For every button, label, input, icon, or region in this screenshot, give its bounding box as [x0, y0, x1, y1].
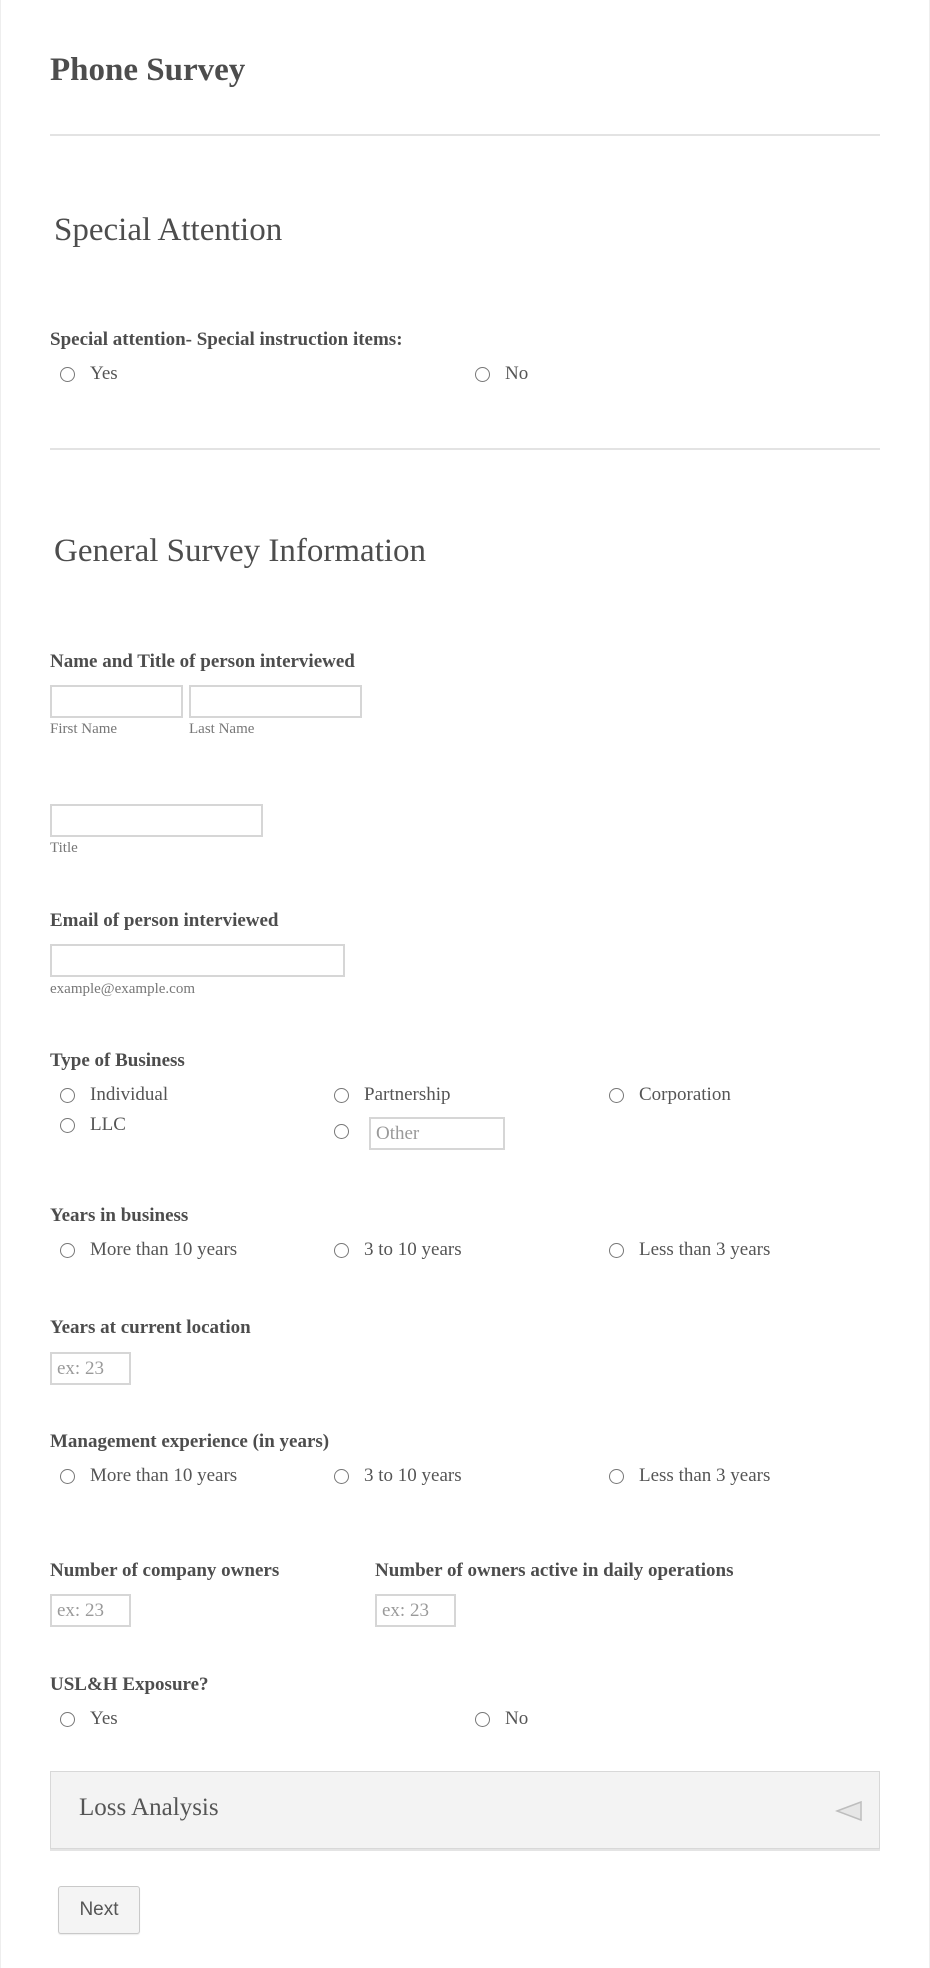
radio-circle[interactable] — [609, 1243, 624, 1258]
loss-analysis-collapse-bar[interactable] — [50, 1771, 880, 1849]
radio-label: Partnership — [364, 1084, 451, 1105]
radio-option-years-less-3[interactable] — [609, 1239, 770, 1261]
radio-label: No — [505, 1708, 529, 1729]
owners-input[interactable] — [50, 1594, 131, 1627]
radio-option-uslh-yes[interactable] — [60, 1708, 118, 1730]
radio-option-mgmt-more-10[interactable] — [60, 1465, 237, 1487]
radio-circle[interactable] — [475, 1712, 490, 1727]
title-sublabel: Title — [50, 840, 78, 856]
radio-circle[interactable] — [334, 1243, 349, 1258]
radio-option-other[interactable] — [334, 1124, 364, 1139]
name-title-label: Name and Title of person interviewed — [50, 651, 355, 672]
radio-label: Corporation — [639, 1084, 731, 1105]
radio-circle[interactable] — [60, 1243, 75, 1258]
active-owners-label: Number of owners active in daily operations — [375, 1560, 734, 1581]
radio-circle[interactable] — [475, 367, 490, 382]
radio-option-years-more-10[interactable] — [60, 1239, 237, 1261]
first-name-sublabel: First Name — [50, 721, 118, 737]
years-location-label: Years at current location — [50, 1317, 251, 1338]
next-button[interactable]: Next — [58, 1886, 140, 1934]
active-owners-input[interactable] — [375, 1594, 456, 1627]
last-name-input[interactable] — [189, 685, 362, 718]
radio-circle[interactable] — [609, 1088, 624, 1103]
email-input[interactable] — [50, 944, 345, 977]
radio-option-corporation[interactable] — [609, 1084, 731, 1106]
years-in-business-label: Years in business — [50, 1205, 189, 1226]
owners-label: Number of company owners — [50, 1560, 280, 1581]
radio-circle[interactable] — [334, 1124, 349, 1139]
radio-option-llc[interactable] — [60, 1114, 126, 1136]
radio-label: Individual — [90, 1084, 169, 1105]
first-name-input[interactable] — [50, 685, 183, 718]
radio-circle[interactable] — [60, 1469, 75, 1484]
loss-analysis-title: Loss Analysis — [79, 1794, 219, 1821]
special-attention-question: Special attention- Special instruction items: — [50, 329, 403, 350]
form-title: Phone Survey — [50, 52, 246, 88]
radio-option-mgmt-3-10[interactable] — [334, 1465, 462, 1487]
header-divider — [50, 134, 880, 136]
radio-label: 3 to 10 years — [364, 1465, 462, 1486]
email-sublabel: example@example.com — [50, 981, 196, 997]
radio-label: Yes — [90, 363, 118, 384]
other-business-input[interactable] — [369, 1117, 505, 1150]
radio-label: More than 10 years — [90, 1465, 238, 1486]
management-label: Management experience (in years) — [50, 1431, 330, 1452]
business-type-label: Type of Business — [50, 1050, 185, 1071]
radio-option-uslh-no[interactable] — [475, 1708, 528, 1730]
radio-circle[interactable] — [60, 1088, 75, 1103]
radio-option-individual[interactable] — [60, 1084, 168, 1106]
section-heading-special-attention: Special Attention — [54, 212, 283, 248]
radio-option-special-no[interactable] — [475, 363, 528, 385]
radio-label: 3 to 10 years — [364, 1239, 462, 1260]
radio-label: Less than 3 years — [639, 1465, 771, 1486]
uslh-label: USL&H Exposure? — [50, 1674, 209, 1695]
email-label: Email of person interviewed — [50, 910, 279, 931]
radio-label: More than 10 years — [90, 1239, 238, 1260]
radio-option-years-3-10[interactable] — [334, 1239, 462, 1261]
radio-label: Less than 3 years — [639, 1239, 771, 1260]
radio-circle[interactable] — [60, 367, 75, 382]
radio-option-partnership[interactable] — [334, 1084, 451, 1106]
triangle-left-icon[interactable] — [835, 1800, 863, 1827]
radio-option-special-yes[interactable] — [60, 363, 118, 385]
radio-label: No — [505, 363, 529, 384]
radio-circle[interactable] — [609, 1469, 624, 1484]
years-location-input[interactable] — [50, 1352, 131, 1385]
title-input[interactable] — [50, 804, 263, 837]
radio-label: Yes — [90, 1708, 118, 1729]
last-name-sublabel: Last Name — [189, 721, 255, 737]
radio-circle[interactable] — [334, 1469, 349, 1484]
radio-option-mgmt-less-3[interactable] — [609, 1465, 770, 1487]
section-divider — [50, 448, 880, 450]
radio-circle[interactable] — [334, 1088, 349, 1103]
radio-circle[interactable] — [60, 1712, 75, 1727]
radio-circle[interactable] — [60, 1118, 75, 1133]
radio-label: LLC — [90, 1114, 126, 1135]
section-heading-general-survey: General Survey Information — [54, 533, 427, 569]
